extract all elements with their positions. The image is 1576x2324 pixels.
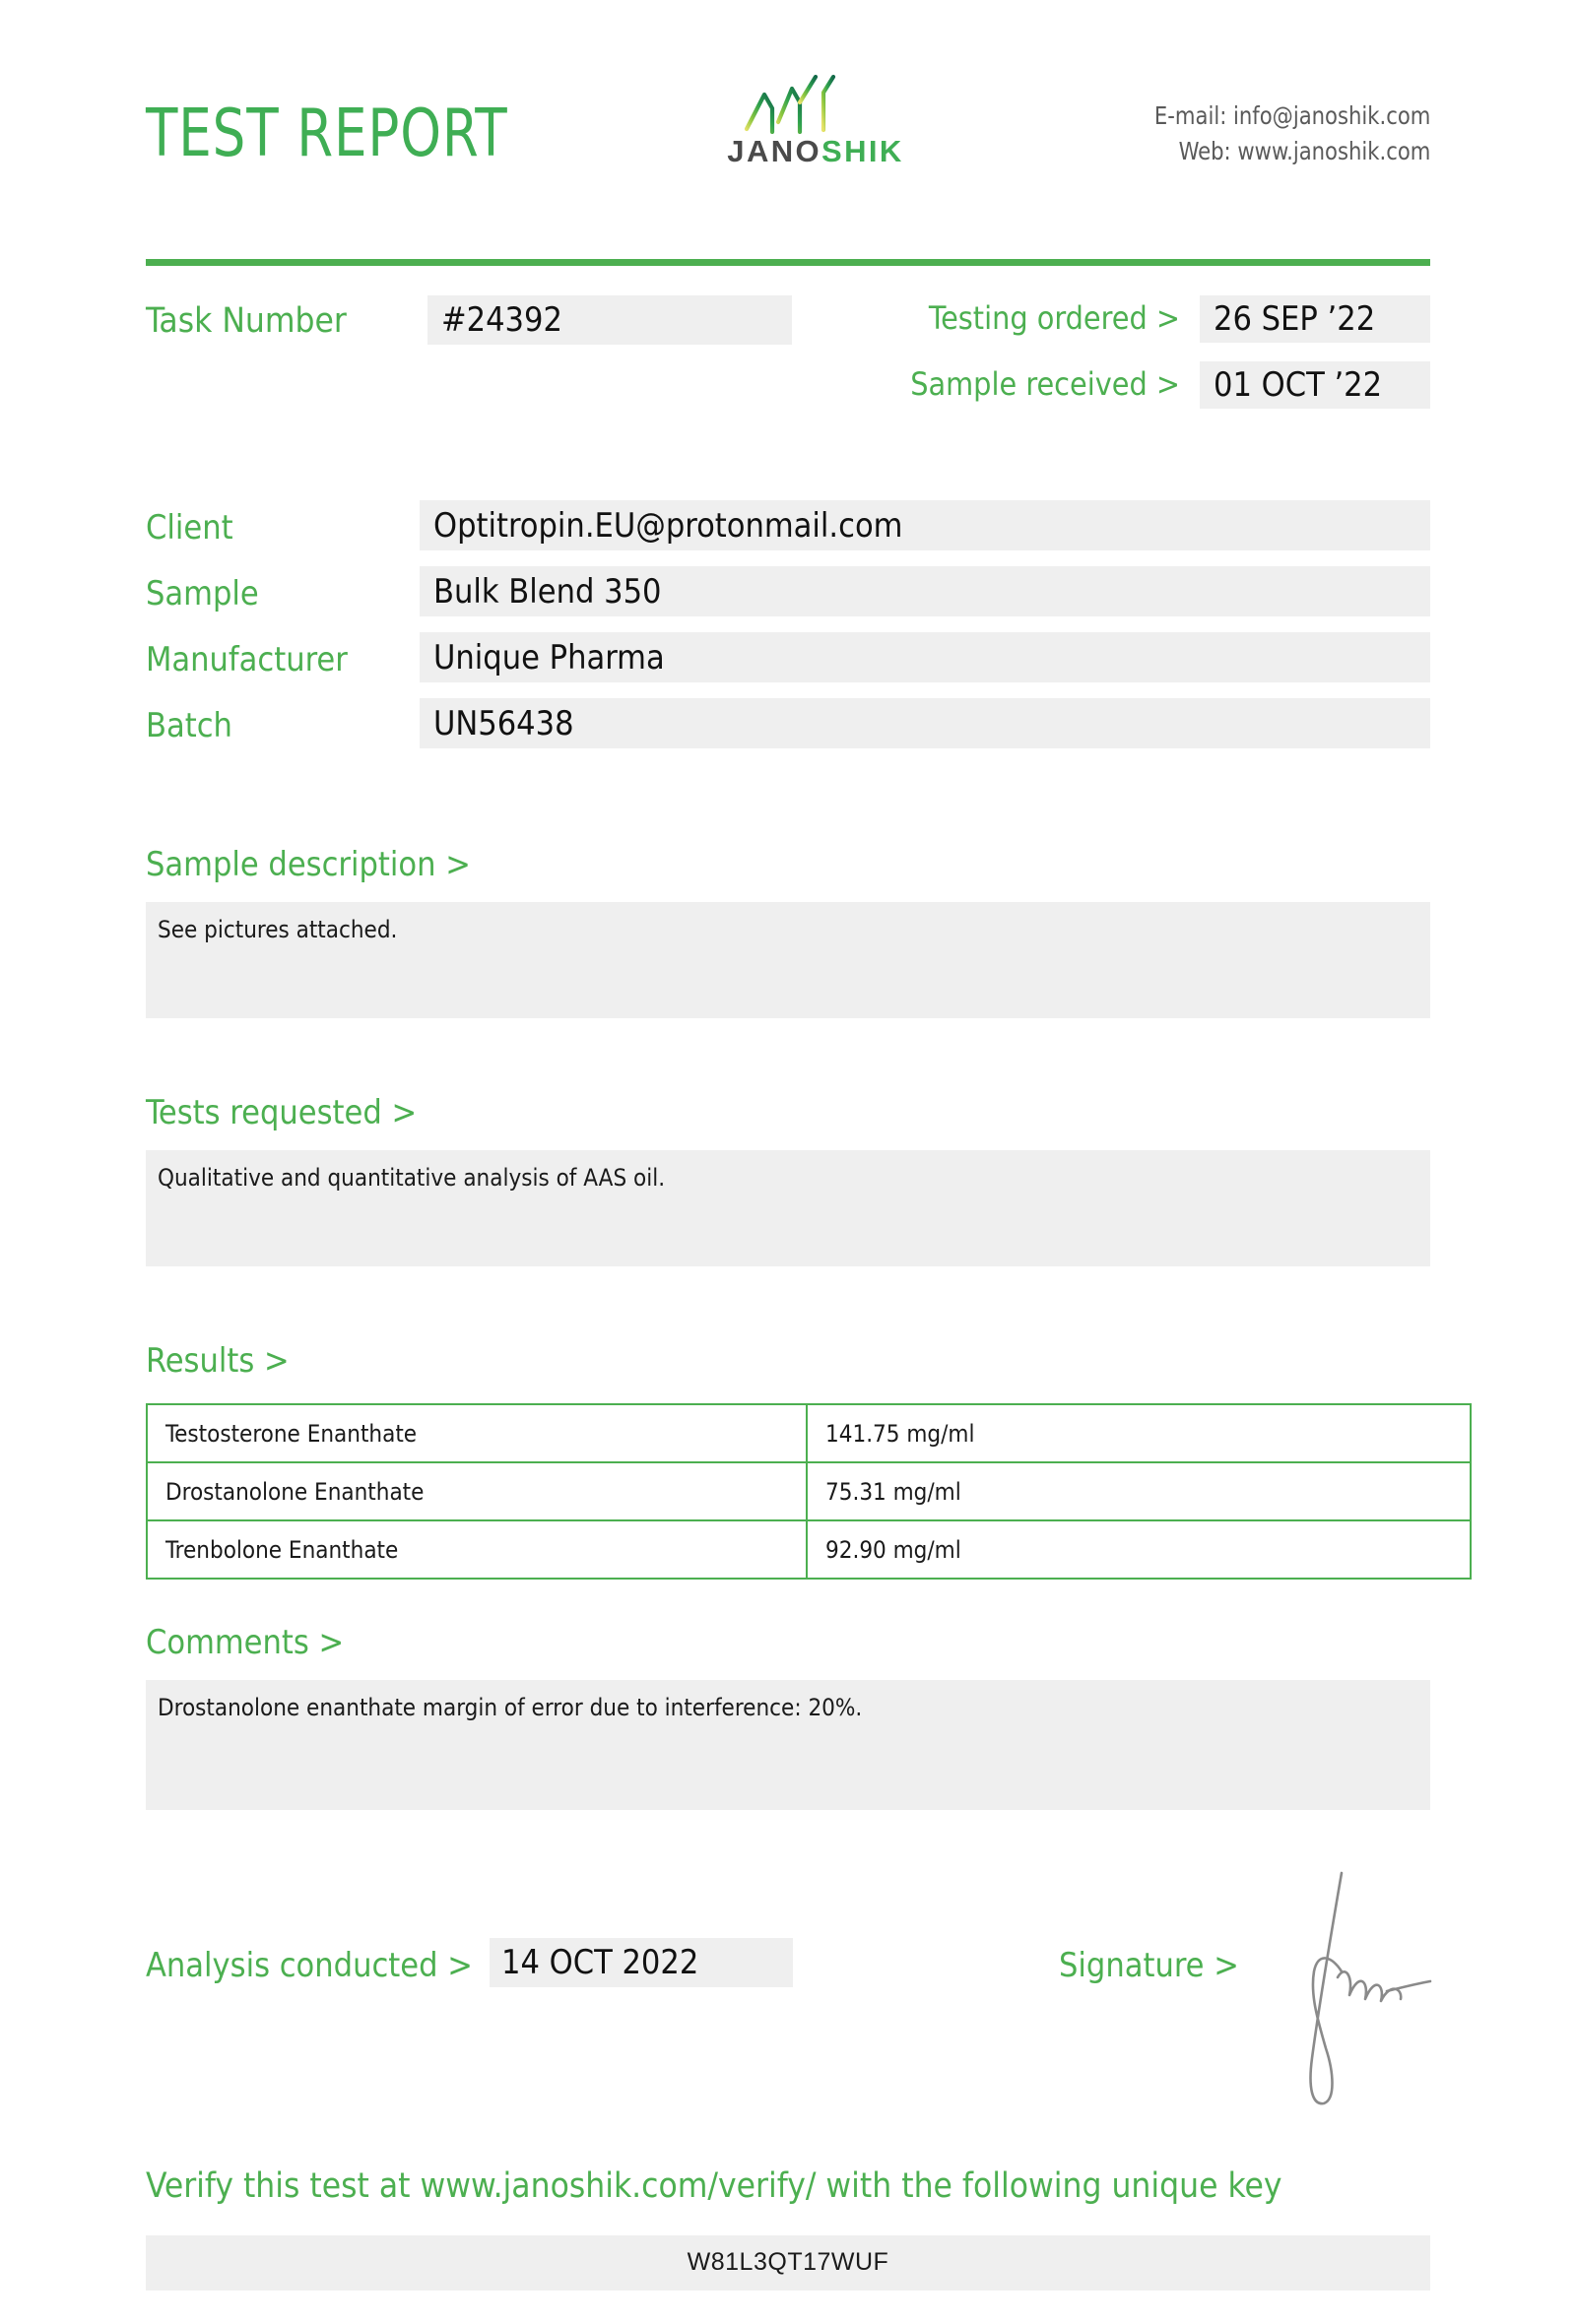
batch-row bbox=[146, 700, 1430, 766]
client-row bbox=[146, 502, 1430, 568]
comments-text: Drostanolone enanthate margin of error due to interference: 20%. bbox=[146, 1680, 1430, 1810]
batch-value: UN56438 bbox=[420, 698, 1430, 748]
client-label: Client bbox=[146, 508, 233, 548]
header-divider bbox=[146, 259, 1430, 266]
results-heading: Results > bbox=[146, 1341, 290, 1381]
client-value: Optitropin.EU@protonmail.com bbox=[420, 500, 1430, 550]
testing-ordered-date: 26 SEP ’22 bbox=[1200, 295, 1430, 343]
task-number-value: #24392 bbox=[427, 295, 792, 345]
janoshik-logo bbox=[697, 73, 934, 201]
result-name: Testosterone Enanthate bbox=[147, 1404, 807, 1462]
logo-word-shik: SHIK bbox=[821, 134, 904, 168]
result-value: 92.90 mg/ml bbox=[807, 1520, 1471, 1579]
table-row bbox=[147, 1462, 1471, 1520]
contact-email: E-mail: info@janoshik.com bbox=[1153, 101, 1430, 130]
table-row bbox=[147, 1520, 1471, 1579]
contact-info bbox=[1154, 98, 1430, 168]
verify-instructions: Verify this test at www.janoshik.com/verify/ with the following unique key bbox=[146, 2166, 1282, 2206]
logo-wordmark bbox=[697, 134, 934, 169]
unique-key-value: W81L3QT17WUF bbox=[146, 2235, 1430, 2291]
report-header bbox=[146, 77, 1430, 215]
sample-label: Sample bbox=[146, 574, 259, 613]
manufacturer-row bbox=[146, 634, 1430, 700]
result-name: Drostanolone Enanthate bbox=[147, 1462, 807, 1520]
manufacturer-value: Unique Pharma bbox=[420, 632, 1430, 682]
result-value: 75.31 mg/ml bbox=[807, 1462, 1471, 1520]
sample-value: Bulk Blend 350 bbox=[420, 566, 1430, 616]
sample-received-label: Sample received > bbox=[910, 365, 1180, 403]
testing-ordered-row bbox=[146, 295, 1180, 343]
task-number-label: Task Number bbox=[146, 301, 347, 341]
result-name: Trenbolone Enanthate bbox=[147, 1520, 807, 1579]
comments-heading: Comments > bbox=[146, 1623, 345, 1662]
tests-requested-text: Qualitative and quantitative analysis of AAS oil. bbox=[146, 1150, 1430, 1266]
sample-received-date: 01 OCT ’22 bbox=[1200, 361, 1430, 409]
sample-row bbox=[146, 568, 1430, 634]
result-value: 141.75 mg/ml bbox=[807, 1404, 1471, 1462]
analysis-conducted-label: Analysis conducted > bbox=[146, 1946, 473, 1985]
sample-description-heading: Sample description > bbox=[146, 845, 471, 884]
manufacturer-label: Manufacturer bbox=[146, 640, 348, 679]
info-fields bbox=[146, 502, 1430, 766]
batch-label: Batch bbox=[146, 706, 232, 745]
analysis-conducted-date: 14 OCT 2022 bbox=[490, 1938, 793, 1987]
logo-word-jano: JANO bbox=[727, 134, 822, 168]
signature-label: Signature > bbox=[1059, 1946, 1239, 1985]
signature-mark bbox=[1280, 1861, 1458, 2117]
page-title: TEST REPORT bbox=[146, 95, 508, 171]
logo-mark-icon bbox=[743, 73, 851, 134]
testing-ordered-label: Testing ordered > bbox=[928, 299, 1180, 337]
results-table bbox=[146, 1403, 1472, 1580]
tests-requested-heading: Tests requested > bbox=[146, 1093, 418, 1132]
contact-web: Web: www.janoshik.com bbox=[1178, 136, 1430, 165]
table-row bbox=[147, 1404, 1471, 1462]
sample-received-row bbox=[146, 361, 1180, 409]
sample-description-text: See pictures attached. bbox=[146, 902, 1430, 1018]
